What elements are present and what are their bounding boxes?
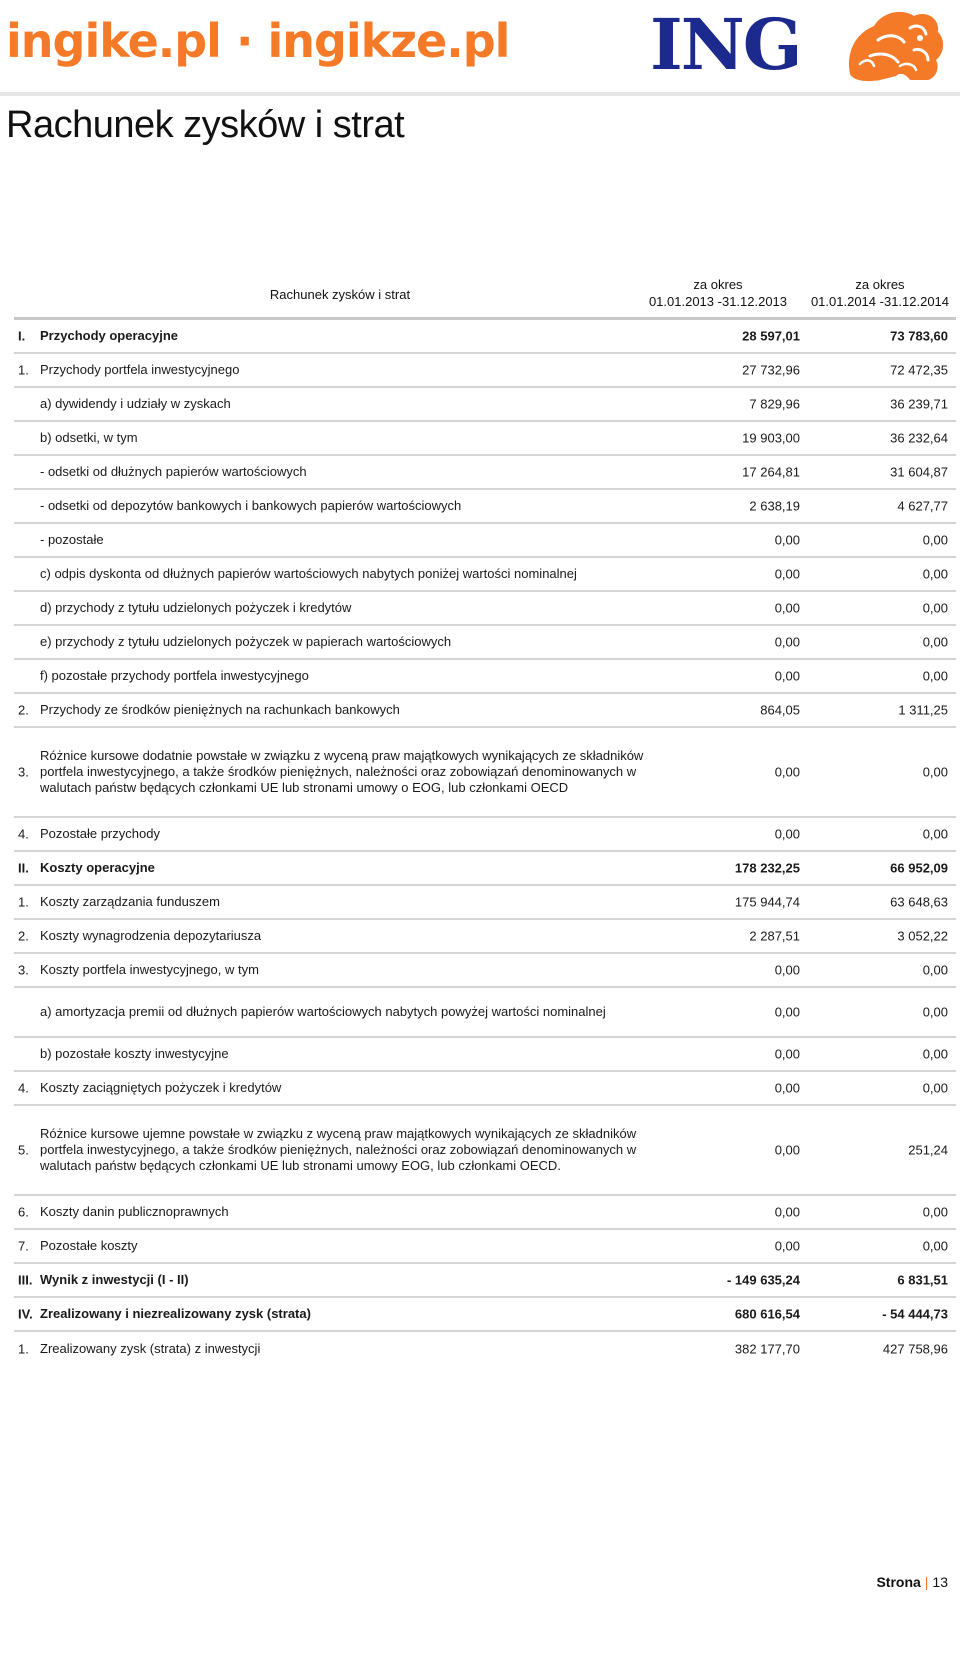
row-label: e) przychody z tytułu udzielonych pożyczek w papierach wartościowych [40, 634, 452, 649]
row-label: b) odsetki, w tym [40, 430, 138, 445]
ing-logo-text: ING [650, 3, 801, 86]
row-label: c) odpis dyskonta od dłużnych papierów wartościowych nabytych poniżej wartości nominalnej [40, 566, 577, 581]
page-separator: | [924, 1574, 929, 1590]
column-header-2014-line1: za okres [855, 277, 905, 292]
row-label: Przychody ze środków pieniężnych na rachunkach bankowych [40, 702, 400, 717]
value-2014: 0,00 [922, 1080, 948, 1096]
value-2013: 0,00 [774, 1238, 800, 1254]
value-2013: 0,00 [774, 600, 800, 616]
value-2013: 0,00 [774, 532, 800, 548]
table-row [14, 954, 956, 988]
row-label: Wynik z inwestycji (I - II) [40, 1272, 189, 1287]
page-label: Strona [876, 1574, 921, 1590]
value-2013: 0,00 [774, 634, 800, 650]
value-2013: 17 264,81 [742, 464, 800, 480]
value-2013: 382 177,70 [734, 1341, 800, 1357]
row-number: I. [18, 328, 26, 344]
table-row [14, 524, 956, 558]
row-number: 3. [18, 962, 29, 978]
table-row [14, 852, 956, 886]
row-label: d) przychody z tytułu udzielonych pożyczek i kredytów [40, 600, 352, 615]
value-2014: 0,00 [922, 826, 948, 842]
row-label: Pozostałe przychody [40, 826, 160, 841]
row-label: Pozostałe koszty [40, 1238, 138, 1253]
row-label: Koszty zaciągniętych pożyczek i kredytów [40, 1080, 282, 1095]
row-label: b) pozostałe koszty inwestycyjne [40, 1046, 229, 1061]
value-2013: 0,00 [774, 764, 800, 780]
row-number: 7. [18, 1238, 29, 1254]
table-row [14, 920, 956, 954]
value-2013: 175 944,74 [734, 894, 800, 910]
row-number: 5. [18, 1142, 29, 1158]
value-2014: 31 604,87 [890, 464, 948, 480]
table-row [14, 320, 956, 354]
value-2014: 0,00 [922, 668, 948, 684]
row-label: Przychody portfela inwestycyjnego [40, 362, 240, 377]
value-2014: 0,00 [922, 532, 948, 548]
row-label: Koszty zarządzania funduszem [40, 894, 220, 909]
column-header-2013 [648, 276, 788, 310]
value-2013: 0,00 [774, 826, 800, 842]
value-2013: 28 597,01 [742, 328, 800, 344]
value-2013: 0,00 [774, 1004, 800, 1020]
value-2013: 178 232,25 [734, 860, 800, 876]
table-row [14, 818, 956, 852]
page-footer [876, 1574, 948, 1590]
table-row [14, 694, 956, 728]
value-2014: 0,00 [922, 1046, 948, 1062]
value-2013: 680 616,54 [734, 1306, 800, 1322]
row-number: 4. [18, 1080, 29, 1096]
value-2014: 0,00 [922, 962, 948, 978]
row-label: Zrealizowany i niezrealizowany zysk (strata) [40, 1306, 311, 1321]
row-label: Różnice kursowe dodatnie powstałe w związku z wyceną praw majątkowych wynikających ze składników portfela inwestycyjnego, a także środków pieniężnych, należności oraz zobowiązań denominowanych w walutach państw będących członkami UE lub stronami umowy o EOG, lub członkami OECD [40, 748, 644, 795]
site-banner: ingike.pl · ingikze.pl [6, 14, 510, 68]
table-row [14, 988, 956, 1038]
table-row [14, 388, 956, 422]
row-number: IV. [18, 1306, 33, 1322]
row-label: - pozostałe [40, 532, 104, 547]
value-2014: 4 627,77 [897, 498, 948, 514]
value-2014: 0,00 [922, 1238, 948, 1254]
value-2013: 2 638,19 [749, 498, 800, 514]
value-2014: 0,00 [922, 1204, 948, 1220]
income-statement-table [14, 320, 956, 1366]
value-2014: - 54 444,73 [882, 1306, 948, 1322]
row-label: Koszty danin publicznoprawnych [40, 1204, 229, 1219]
table-row [14, 660, 956, 694]
value-2014: 1 311,25 [898, 702, 948, 718]
lion-icon [840, 4, 950, 84]
row-label: Koszty operacyjne [40, 860, 155, 875]
value-2013: 0,00 [774, 962, 800, 978]
page-header [0, 0, 960, 96]
row-label: - odsetki od dłużnych papierów wartościowych [40, 464, 307, 479]
row-label: a) amortyzacja premii od dłużnych papierów wartościowych nabytych powyżej wartości nominalnej [40, 1004, 606, 1019]
value-2014: 36 239,71 [890, 396, 948, 412]
value-2013: 0,00 [774, 1204, 800, 1220]
value-2014: 66 952,09 [890, 860, 948, 876]
value-2013: 2 287,51 [749, 928, 800, 944]
value-2014: 36 232,64 [890, 430, 948, 446]
value-2014: 251,24 [908, 1142, 948, 1158]
page-title: Rachunek zysków i strat [6, 104, 405, 146]
value-2014: 6 831,51 [897, 1272, 948, 1288]
value-2013: 0,00 [774, 1080, 800, 1096]
table-row [14, 1230, 956, 1264]
table-row [14, 1072, 956, 1106]
column-header-2013-line2: 01.01.2013 -31.12.2013 [648, 294, 788, 309]
table-row [14, 456, 956, 490]
value-2013: 0,00 [774, 1142, 800, 1158]
value-2013: 0,00 [774, 668, 800, 684]
table-row [14, 490, 956, 524]
value-2013: 7 829,96 [749, 396, 800, 412]
row-number: 1. [18, 1341, 29, 1357]
row-label: - odsetki od depozytów bankowych i bankowych papierów wartościowych [40, 498, 462, 513]
value-2014: 3 052,22 [897, 928, 948, 944]
row-number: 2. [18, 702, 29, 718]
table-row [14, 592, 956, 626]
row-label: Koszty wynagrodzenia depozytariusza [40, 928, 262, 943]
row-label: Różnice kursowe ujemne powstałe w związku z wyceną praw majątkowych wynikających ze składników portfela inwestycyjnego, a także środków pieniężnych, należności oraz zobowiązań denominowanych w walutach państw będących członkami UE lub stronami umowy EOG, lub członkami OECD. [40, 1126, 637, 1173]
column-header-2014 [800, 276, 960, 310]
value-2013: - 149 635,24 [726, 1272, 800, 1288]
ing-logo [650, 4, 950, 88]
value-2014: 0,00 [922, 566, 948, 582]
row-number: III. [18, 1272, 33, 1288]
table-row [14, 1332, 956, 1366]
table-row [14, 558, 956, 592]
row-number: 2. [18, 928, 29, 944]
value-2014: 73 783,60 [890, 328, 948, 344]
value-2014: 0,00 [922, 634, 948, 650]
row-number: 4. [18, 826, 29, 842]
page-number: 13 [932, 1574, 948, 1590]
table-row [14, 886, 956, 920]
table-row [14, 1106, 956, 1196]
table-row [14, 1264, 956, 1298]
row-number: 6. [18, 1204, 29, 1220]
table-row [14, 422, 956, 456]
column-header-2014-line2: 01.01.2014 -31.12.2014 [810, 294, 950, 309]
row-number: II. [18, 860, 29, 876]
row-number: 1. [18, 894, 29, 910]
table-row [14, 354, 956, 388]
row-label: f) pozostałe przychody portfela inwestycyjnego [40, 668, 309, 683]
value-2013: 19 903,00 [742, 430, 800, 446]
row-label: Przychody operacyjne [40, 328, 178, 343]
row-number: 1. [18, 362, 29, 378]
column-header-2013-line1: za okres [693, 277, 743, 292]
value-2014: 0,00 [922, 764, 948, 780]
row-label: a) dywidendy i udziały w zyskach [40, 396, 231, 411]
value-2013: 0,00 [774, 566, 800, 582]
value-2013: 0,00 [774, 1046, 800, 1062]
table-row [14, 1038, 956, 1072]
table-row [14, 1196, 956, 1230]
row-number: 3. [18, 764, 29, 780]
value-2014: 427 758,96 [882, 1341, 948, 1357]
value-2014: 0,00 [922, 600, 948, 616]
table-caption: Rachunek zysków i strat [269, 287, 411, 302]
value-2014: 0,00 [922, 1004, 948, 1020]
header-divider [0, 92, 960, 96]
table-row [14, 1298, 956, 1332]
value-2014: 63 648,63 [890, 894, 948, 910]
table-row [14, 626, 956, 660]
value-2013: 27 732,96 [742, 362, 800, 378]
table-row [14, 728, 956, 818]
row-label: Zrealizowany zysk (strata) z inwestycji [40, 1341, 261, 1356]
row-label: Koszty portfela inwestycyjnego, w tym [40, 962, 259, 977]
value-2014: 72 472,35 [890, 362, 948, 378]
value-2013: 864,05 [760, 702, 800, 718]
